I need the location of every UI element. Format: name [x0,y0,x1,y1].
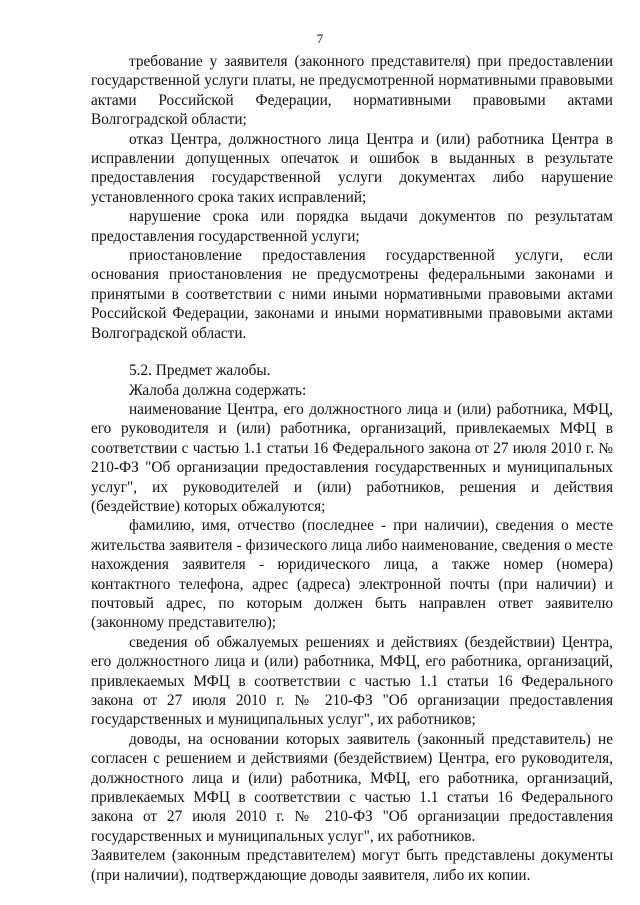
paragraph-issuance-violation: нарушение срока или порядка выдачи документов по результатам предоставления государственной услуги; [91,208,613,245]
section-gap [91,343,613,361]
complaint-intro: Жалоба должна содержать: [129,381,307,399]
paragraph-suspension: приостановление предоставления государственной услуги, если основания приостановления не предусмотрены федеральными законами и принятыми в соответствии с ними иными нормативными правовыми актами Российской Федерации, законами и иными нормативными правовыми актами Волгоградской области. [91,247,613,342]
paragraph-appealed-decisions: сведения об обжалуемых решениях и действиях (бездействии) Центра, его должностного лица и (или) работника, МФЦ, его работника, организаций, привлекаемых МФЦ в соответствии с частью 1.1 статьи 16 Федерального закона от 27 июля 2010 г. № 210-ФЗ "Об организации предоставления государственных и муниципальных услуг", их работников; [91,633,613,729]
paragraph-correction-refusal: отказ Центра, должностного лица Центра и (или) работника Центра в исправлении допущенных опечаток и ошибок в выданных в результате предоставления государственной услуги документах либо нарушение установленного срока таких исправлений; [91,130,613,206]
paragraph-fee-requirement: требование у заявителя (законного представителя) при предоставлении государственной услуги платы, не предусмотренной нормативными правовыми актами Российской Федерации, нормативными правовыми актами Волгоградской области; [91,53,613,129]
paragraph-supporting-documents: Заявителем (законным представителем) могут быть представлены документы (при наличии), подтверждающие доводы заявителя, либо их копии. [91,847,613,884]
page-number: 7 [316,31,324,46]
section-heading: 5.2. Предмет жалобы. [129,362,271,380]
paragraph-names: наименование Центра, его должностного лица и (или) работника, МФЦ, его руководителя и (или) работника, организаций, привлекаемых МФЦ в соответствии с частью 1.1 статьи 16 Федерального закона от 27 июля 2010 г. № 210-ФЗ "Об организации предоставления государственных и муниципальных услуг", их руководителей и (или) работников, решения и действия (бездействие) которых обжалуются; [91,400,613,515]
paragraph-arguments: доводы, на основании которых заявитель (законный представитель) не согласен с решением и действиями (бездействием) Центра, его руководителя, должностного лица и (или) работника, МФЦ, его работника, организаций, привлекаемых МФЦ в соответствии с частью 1.1 статьи 16 Федерального закона от 27 июля 2010 г. № 210-ФЗ "Об организации предоставления государственных и муниципальных услуг", их работников. [91,730,613,845]
paragraph-applicant-details: фамилию, имя, отчество (последнее - при наличии), сведения о месте жительства заявителя - физического лица либо наименование, сведения о месте нахождения заявителя - юридического лица, а также номер (номера) контактного телефона, адрес (адреса) электронной почты (при наличии) и почтовый адрес, по которым должен быть направлен ответ заявителю (законному представителю); [91,517,613,632]
document-body [91,52,613,885]
